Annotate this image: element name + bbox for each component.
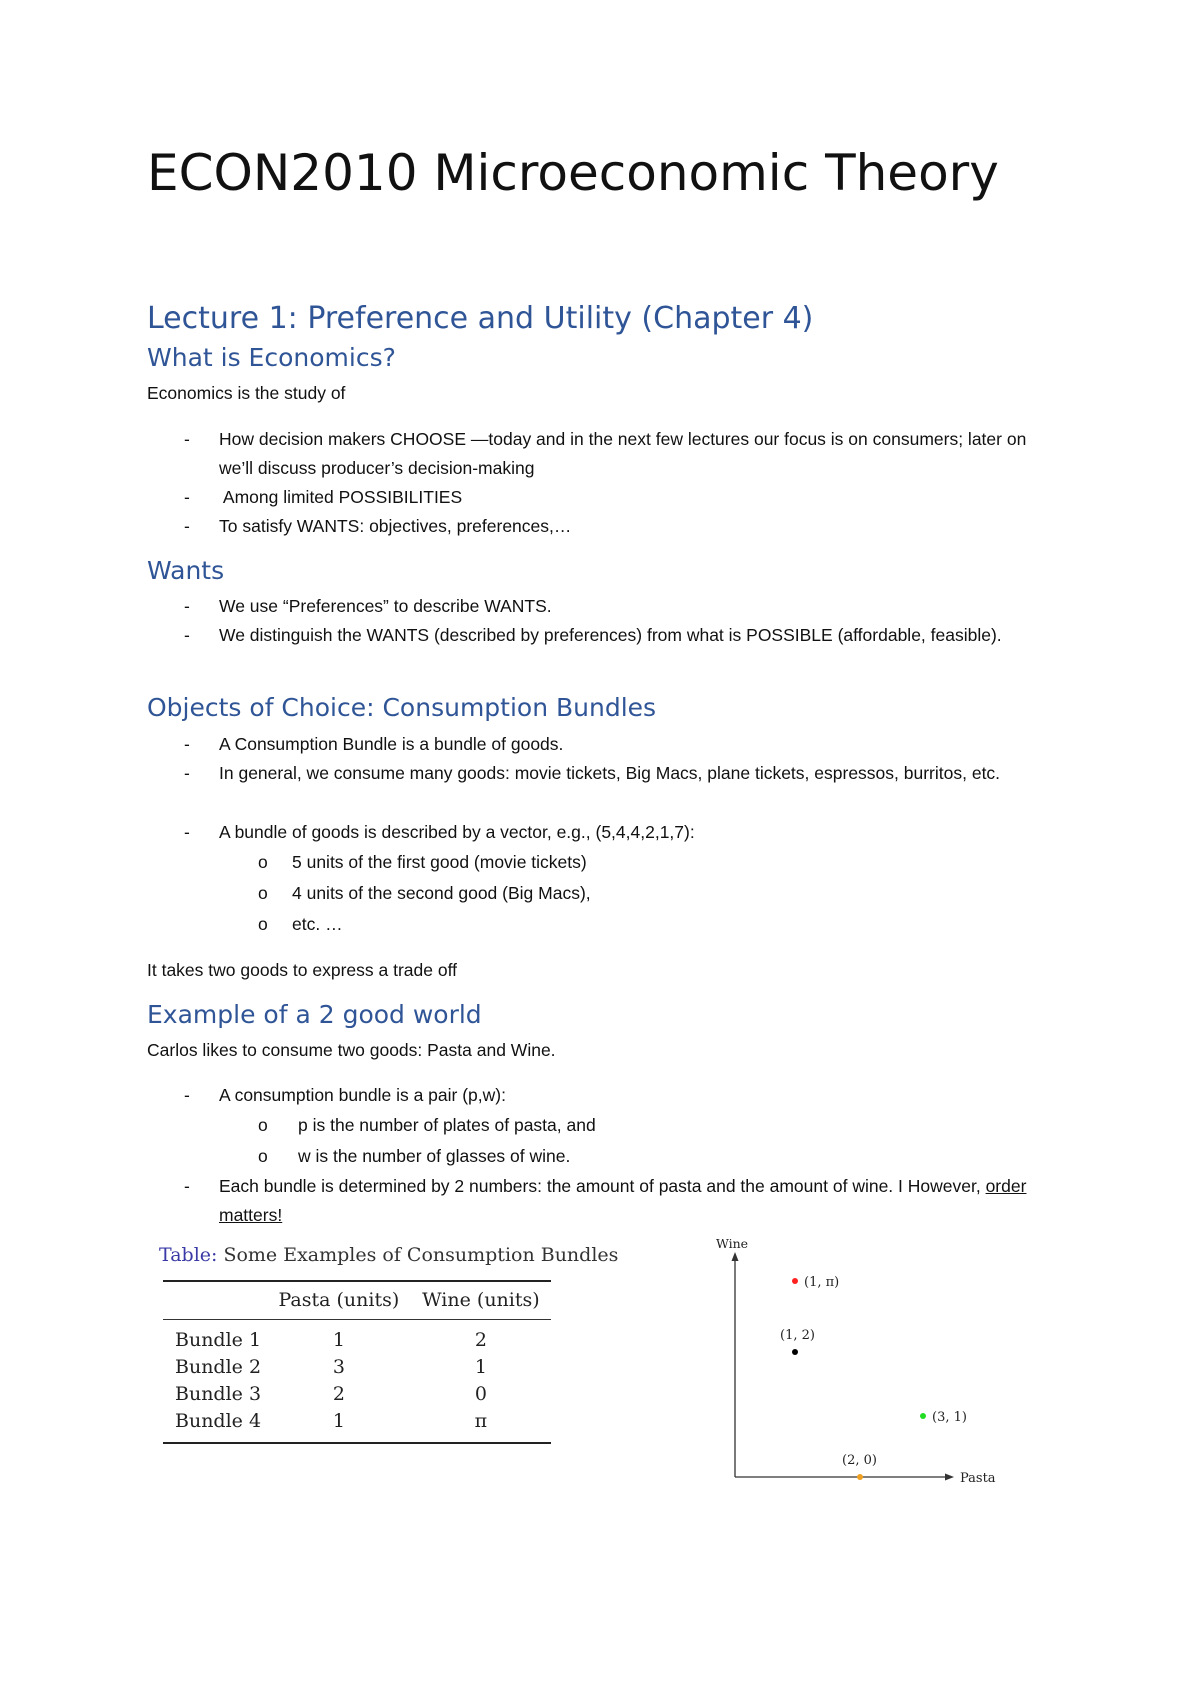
- point-label: (2, 0): [842, 1453, 877, 1468]
- point-marker: [792, 1349, 798, 1355]
- table-cell: 3: [332, 1356, 345, 1378]
- table-cell: Bundle 4: [175, 1410, 262, 1432]
- bundles-table: [163, 1280, 551, 1444]
- dash-bullet: -: [184, 1176, 190, 1196]
- table-header-cell: Pasta (units): [278, 1289, 400, 1311]
- economics-intro: Economics is the study of: [147, 383, 346, 403]
- table-header-cell: [163, 1281, 267, 1320]
- circle-bullet: o: [258, 1115, 268, 1135]
- list-item-text: Among limited POSSIBILITIES: [219, 487, 463, 507]
- sub-list-item-text: etc. …: [292, 914, 343, 934]
- point-label: (3, 1): [932, 1410, 967, 1425]
- table-cell: 1: [332, 1329, 345, 1351]
- list-item-text: A bundle of goods is described by a vector, e.g., (5,4,4,2,1,7):: [219, 822, 695, 842]
- sub-list-item: [258, 1142, 570, 1171]
- table-cell: 1: [474, 1356, 487, 1378]
- point-label: (1, 2): [780, 1328, 815, 1343]
- circle-bullet: o: [258, 883, 268, 903]
- dash-bullet: -: [184, 516, 190, 536]
- table-cell: 0: [474, 1383, 487, 1405]
- list-item-text: A consumption bundle is a pair (p,w):: [219, 1085, 506, 1105]
- list-item-text: A Consumption Bundle is a bundle of goods.: [219, 734, 564, 754]
- table-cell: Bundle 2: [175, 1356, 262, 1378]
- list-item: [184, 483, 1044, 512]
- list-item: [184, 592, 1044, 621]
- list-item: [184, 730, 1044, 759]
- lecture-heading: Lecture 1: Preference and Utility (Chapter 4): [147, 301, 814, 336]
- dash-bullet: -: [184, 487, 190, 507]
- y-axis-arrowhead: [732, 1252, 739, 1261]
- table-row: [163, 1381, 551, 1408]
- x-axis-label: Pasta: [960, 1471, 996, 1486]
- sub-list-item: [258, 1111, 596, 1140]
- table-caption-label: Table:: [159, 1244, 218, 1266]
- dash-bullet: -: [184, 625, 190, 645]
- sub-list-item-text: 4 units of the second good (Big Macs),: [292, 883, 591, 903]
- list-item: [184, 512, 1044, 541]
- table-cell: 2: [474, 1329, 487, 1351]
- table-row: [163, 1320, 551, 1355]
- list-item-text: To satisfy WANTS: objectives, preferences,…: [219, 516, 572, 536]
- sub-list-item-text: 5 units of the first good (movie tickets): [292, 852, 587, 872]
- sub-list-item: [258, 848, 587, 877]
- point-marker: [792, 1278, 798, 1284]
- dash-bullet: -: [184, 596, 190, 616]
- point-marker: [920, 1413, 926, 1419]
- sub-list-item-text: w is the number of glasses of wine.: [298, 1146, 571, 1166]
- dash-bullet: -: [184, 1085, 190, 1105]
- point-marker: [857, 1474, 863, 1480]
- list-item: [184, 425, 1044, 483]
- list-item: [184, 759, 1044, 788]
- list-item-text-part: Each bundle is determined by 2 numbers: the amount of pasta and the amount of wine. I However,: [219, 1176, 986, 1196]
- table-row: [163, 1354, 551, 1381]
- table-header-row: [163, 1281, 551, 1320]
- circle-bullet: o: [258, 914, 268, 934]
- bundle-diagram: [700, 1230, 1020, 1500]
- table-header-cell: Wine (units): [422, 1289, 540, 1311]
- sub-list-item: [258, 879, 591, 908]
- dash-bullet: -: [184, 429, 190, 449]
- heading-wants: Wants: [147, 556, 225, 585]
- heading-what-is-economics: What is Economics?: [147, 343, 396, 372]
- list-item-text: We use “Preferences” to describe WANTS.: [219, 596, 552, 616]
- circle-bullet: o: [258, 1146, 268, 1166]
- table-cell: 2: [332, 1383, 345, 1405]
- document-title: ECON2010 Microeconomic Theory: [147, 144, 999, 202]
- table-cell: π: [474, 1410, 488, 1432]
- dash-bullet: -: [184, 822, 190, 842]
- list-item-text: We distinguish the WANTS (described by preferences) from what is POSSIBLE (affordable, feasible).: [219, 625, 1002, 645]
- sub-list-item-text: p is the number of plates of pasta, and: [298, 1115, 596, 1135]
- list-item: [184, 1172, 1044, 1230]
- x-axis-arrowhead: [945, 1474, 954, 1481]
- list-item-text: In general, we consume many goods: movie tickets, Big Macs, plane tickets, espressos, burritos, etc.: [219, 763, 1001, 783]
- list-item: [184, 818, 1044, 847]
- heading-objects-of-choice: Objects of Choice: Consumption Bundles: [147, 693, 657, 722]
- circle-bullet: o: [258, 852, 268, 872]
- sub-list-item: [258, 910, 343, 939]
- table-caption: [159, 1244, 618, 1266]
- underlined-emphasis: order matters!: [219, 1176, 1027, 1225]
- dash-bullet: -: [184, 734, 190, 754]
- list-item: [184, 621, 1044, 650]
- point-label: (1, π): [804, 1275, 840, 1290]
- heading-two-good-world: Example of a 2 good world: [147, 1000, 482, 1029]
- dash-bullet: -: [184, 763, 190, 783]
- list-item: [184, 1081, 1044, 1110]
- table-cell: 1: [332, 1410, 345, 1432]
- table-row: [163, 1408, 551, 1443]
- table-caption-text: Some Examples of Consumption Bundles: [217, 1244, 619, 1266]
- table-cell: Bundle 3: [175, 1383, 262, 1405]
- y-axis-label: Wine: [716, 1236, 749, 1251]
- list-item-text: [219, 1172, 1044, 1230]
- example-intro: Carlos likes to consume two goods: Pasta and Wine.: [147, 1040, 556, 1060]
- trade-off-sentence: It takes two goods to express a trade off: [147, 960, 457, 980]
- list-item-text: How decision makers CHOOSE —today and in the next few lectures our focus is on consumers; later on we’ll discuss producer’s decision-making: [219, 429, 1027, 478]
- table-cell: Bundle 1: [175, 1329, 262, 1351]
